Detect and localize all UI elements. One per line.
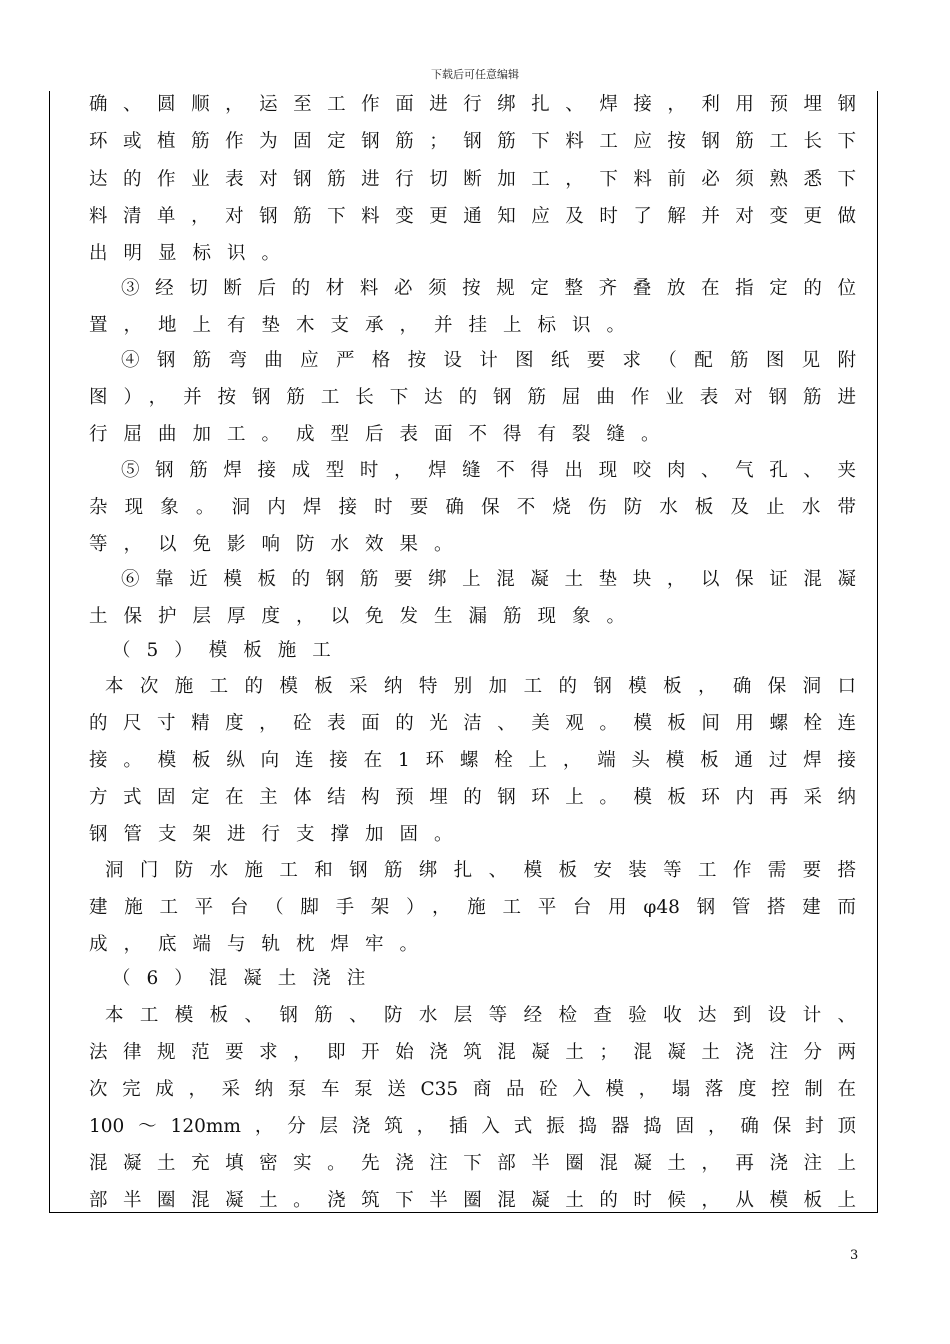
text-line: 料清单，对钢筋下料变更通知应及时了解并对变更做: [89, 206, 856, 227]
text-line: 成，底端与轨枕焊牢。: [89, 934, 435, 955]
text-line: 杂现象。洞内焊接时要确保不烧伤防水板及止水带: [89, 497, 856, 518]
text-line: ⑤钢筋焊接成型时，焊缝不得出现咬肉、气孔、夹: [121, 460, 856, 481]
text-line: ④钢筋弯曲应严格按设计图纸要求（配筋图见附: [121, 350, 856, 371]
text-line: 等，以免影响防水效果。: [89, 534, 469, 555]
page-header: 下载后可任意编辑: [431, 68, 519, 81]
text-line: 洞门防水施工和钢筋绑扎、模板安装等工作需要搭: [105, 860, 856, 881]
text-line: 部半圈混凝土。浇筑下半圈混凝土的时候，从模板上: [89, 1190, 856, 1211]
text-line: ③经切断后的材料必须按规定整齐叠放在指定的位: [121, 278, 856, 299]
text-line: 的尺寸精度，砼表面的光洁、美观。模板间用螺栓连: [89, 713, 856, 734]
section-heading: （5）模板施工: [112, 640, 347, 661]
text-line: 出明显标识。: [89, 243, 297, 264]
text-line: 图），并按钢筋工长下达的钢筋屈曲作业表对钢筋进: [89, 387, 856, 408]
text-line: ⑥靠近模板的钢筋要绑上混凝土垫块，以保证混凝: [121, 569, 856, 590]
text-line: 钢管支架进行支撑加固。: [89, 824, 469, 845]
text-line: 混凝土充填密实。先浇注下部半圈混凝土，再浇注上: [89, 1153, 856, 1174]
text-line: 次完成，采纳泵车泵送C35商品砼入模，塌落度控制在: [89, 1079, 856, 1100]
text-line: 100～120mm，分层浇筑，插入式振捣器捣固，确保封顶: [89, 1116, 856, 1137]
text-line: 本工模板、钢筋、防水层等经检查验收达到设计、: [105, 1005, 856, 1026]
section-heading: （6）混凝土浇注: [112, 968, 382, 989]
text-line: 达的作业表对钢筋进行切断加工，下料前必须熟悉下: [89, 169, 856, 190]
page-number: 3: [850, 1248, 859, 1263]
text-line: 方式固定在主体结构预埋的钢环上。模板环内再采纳: [89, 787, 856, 808]
text-line: 本次施工的模板采纳特别加工的钢模板，确保洞口: [105, 676, 856, 697]
text-line: 行屈曲加工。成型后表面不得有裂缝。: [89, 424, 676, 445]
text-line: 接。模板纵向连接在1环螺栓上，端头模板通过焊接: [89, 750, 856, 771]
text-line: 确、圆顺，运至工作面进行绑扎、焊接，利用预埋钢: [89, 94, 856, 115]
text-line: 建施工平台（脚手架），施工平台用φ48钢管搭建而: [89, 897, 856, 918]
text-line: 环或植筋作为固定钢筋；钢筋下料工应按钢筋工长下: [89, 131, 856, 152]
text-line: 置，地上有垫木支承，并挂上标识。: [89, 315, 642, 336]
text-line: 法律规范要求，即开始浇筑混凝土；混凝土浇注分两: [89, 1042, 856, 1063]
text-line: 土保护层厚度，以免发生漏筋现象。: [89, 606, 642, 627]
